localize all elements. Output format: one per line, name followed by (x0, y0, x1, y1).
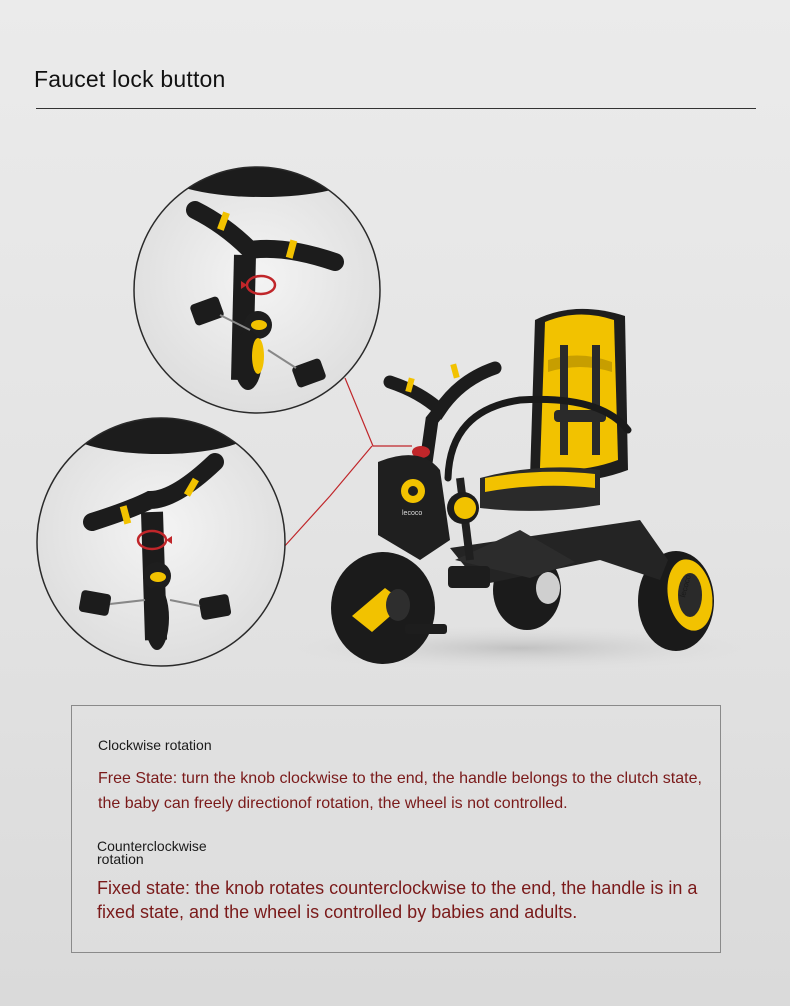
fixed-state-description: Fixed state: the knob rotates counterclockwise to the end, the handle is in a fixed state, and the wheel is controlled by babies and adults. (97, 878, 698, 922)
front-body (378, 455, 450, 560)
clockwise-label: Clockwise rotation (98, 737, 212, 753)
instructions-panel (71, 705, 721, 953)
zoom-detail-clockwise (134, 153, 380, 413)
free-state-description: Free State: turn the knob clockwise to the end, the handle belongs to the clutch state, the baby can freely directionof rotation, the wheel is not controlled. (98, 770, 702, 812)
page-title: Faucet lock button (34, 66, 226, 92)
brand-logo-front: lecoco (402, 510, 423, 517)
zoom-detail-counterclockwise (37, 410, 285, 666)
brand-logo-rear: lecoco (678, 573, 693, 599)
tricycle (290, 309, 750, 670)
front-wheel (331, 552, 435, 664)
counterclockwise-label: Counterclockwise rotation (97, 838, 207, 867)
pedal (405, 624, 447, 634)
